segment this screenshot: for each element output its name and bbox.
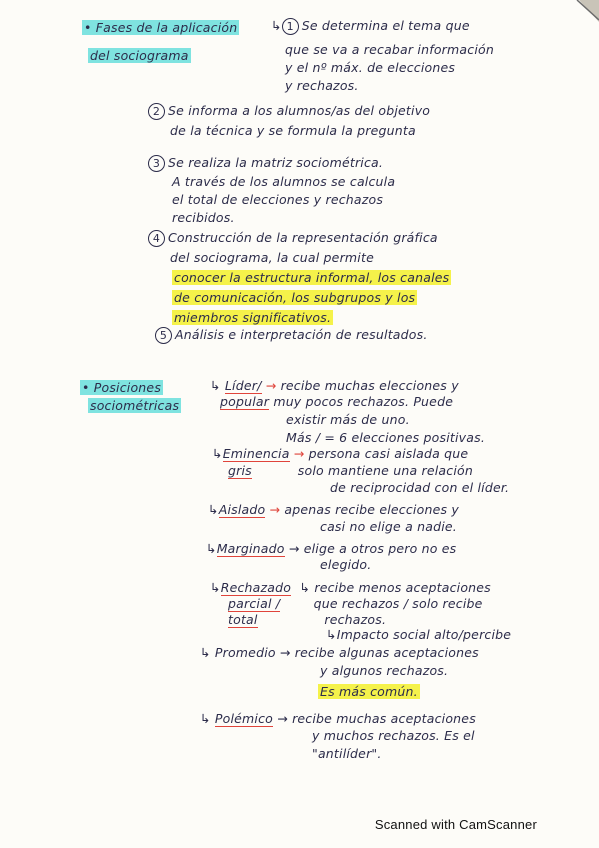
highlighted-text: Es más común. (320, 684, 418, 699)
step-line: de la técnica y se formula la pregunta (170, 123, 416, 138)
position-marginado (206, 541, 456, 556)
highlighted-text: miembros significativos. (174, 310, 332, 325)
step-line: que se va a recabar información (285, 42, 494, 57)
position-line: y muchos rechazos. Es el (312, 728, 475, 743)
step-line (172, 310, 333, 325)
position-rechazado (210, 580, 491, 595)
position-polemico (200, 711, 476, 726)
position-line: existir más de uno. (286, 412, 410, 427)
step-number: 3 (148, 155, 165, 172)
position-line-row (228, 612, 386, 627)
step-line: A través de los alumnos se calcula (172, 174, 396, 189)
section-title-posiciones-line2 (88, 398, 181, 413)
step-line: Se determina el tema que (301, 18, 470, 33)
position-line-row (220, 394, 453, 409)
section-title-fases-line2 (88, 48, 191, 63)
step-line: Se realiza la matriz sociométrica. (168, 155, 384, 170)
position-label: gris (228, 463, 252, 478)
section-title-line1: • Fases de la aplicación (84, 20, 238, 35)
position-label: Polémico (214, 711, 273, 726)
position-aislado (208, 502, 459, 517)
arrow-icon: → (265, 378, 277, 393)
step-number: 2 (148, 103, 165, 120)
arrow-icon: → (288, 541, 300, 556)
position-line-row (228, 596, 483, 611)
step-line: Construcción de la representación gráfica (168, 230, 438, 245)
position-label: Marginado (216, 541, 285, 556)
position-line: Más / = 6 elecciones positivas. (286, 430, 485, 445)
arrow-icon: ↳ (210, 580, 221, 595)
position-line: muy pocos rechazos. Puede (273, 394, 454, 409)
position-label: Promedio (214, 645, 276, 660)
step-line (172, 270, 451, 285)
step-3 (148, 155, 383, 172)
section-title-line2: sociométricas (90, 398, 180, 413)
step-number: 1 (282, 18, 299, 35)
scanner-watermark: Scanned with CamScanner (374, 817, 537, 832)
step-line (172, 290, 417, 305)
position-line: recibe algunas aceptaciones (294, 645, 479, 660)
position-line: casi no elige a nadie. (320, 519, 457, 534)
page-corner-fold (559, 0, 599, 30)
position-label: total (228, 612, 258, 627)
arrow-icon: ↳ (200, 711, 211, 726)
step-line: el total de elecciones y rechazos (172, 192, 384, 207)
position-line: que rechazos / solo recibe (313, 596, 483, 611)
arrow-icon: ↳ (200, 645, 211, 660)
position-line: y algunos rechazos. (320, 663, 449, 678)
position-label: popular (220, 394, 270, 409)
section-title-fases (82, 20, 239, 35)
position-line: solo mantiene una relación (297, 463, 474, 478)
step-line: Análisis e interpretación de resultados. (175, 327, 428, 342)
step-number: 4 (148, 230, 165, 247)
position-line: Impacto social alto/percibe (336, 627, 512, 642)
step-line: y el nº máx. de elecciones (285, 60, 456, 75)
highlighted-text: de comunicación, los subgrupos y los (174, 290, 416, 305)
section-title-line1: • Posiciones (82, 380, 162, 395)
arrow-icon: ↳ (208, 502, 219, 517)
position-line: de reciprocidad con el líder. (330, 480, 510, 495)
arrow-icon: ↳ (271, 18, 282, 33)
position-label: Eminencia (222, 446, 290, 461)
step-number: 5 (155, 327, 172, 344)
section-title-posiciones (80, 380, 163, 395)
position-line: recibe menos aceptaciones (314, 580, 491, 595)
section-title-line2: del sociograma (90, 48, 189, 63)
step-line: Se informa a los alumnos/as del objetivo (168, 103, 431, 118)
step-line-text: del sociograma, la cual permite (170, 250, 374, 265)
step-2 (148, 103, 430, 120)
position-label: Aislado (218, 502, 266, 517)
position-line: apenas recibe elecciones y (284, 502, 459, 517)
arrow-icon: → (277, 711, 288, 726)
position-line: recibe muchas aceptaciones (292, 711, 476, 726)
step-line: y rechazos. (285, 78, 359, 93)
position-line: elige a otros pero no es (303, 541, 457, 556)
position-line: rechazos. (324, 612, 387, 627)
position-eminencia (212, 446, 468, 461)
arrow-icon: ↳ (206, 541, 217, 556)
step-4 (148, 230, 438, 247)
arrow-icon: → (269, 502, 281, 517)
arrow-icon: ↳ (210, 378, 221, 393)
position-line-row (228, 463, 473, 478)
step-line: recibidos. (172, 210, 235, 225)
highlighted-text: conocer la estructura informal, los canales (174, 270, 450, 285)
position-promedio (200, 645, 479, 660)
arrow-icon: ↳ (299, 580, 311, 595)
arrow-icon: ↳ (212, 446, 223, 461)
position-line: persona casi aislada que (308, 446, 469, 461)
position-line-row (326, 627, 511, 642)
arrow-icon: ↳ (326, 627, 337, 642)
position-line: "antilíder". (312, 746, 382, 761)
arrow-icon: → (293, 446, 305, 461)
step-line (170, 250, 374, 265)
step-5 (155, 327, 428, 344)
position-line-row (318, 684, 420, 699)
position-label: parcial / (228, 596, 281, 611)
position-label: Líder/ (224, 378, 262, 393)
position-lider (210, 378, 459, 393)
position-line: recibe muchas elecciones y (280, 378, 459, 393)
position-line: elegido. (320, 557, 372, 572)
step-1 (271, 18, 470, 35)
position-label: Rechazado (220, 580, 292, 595)
arrow-icon: → (279, 645, 291, 660)
